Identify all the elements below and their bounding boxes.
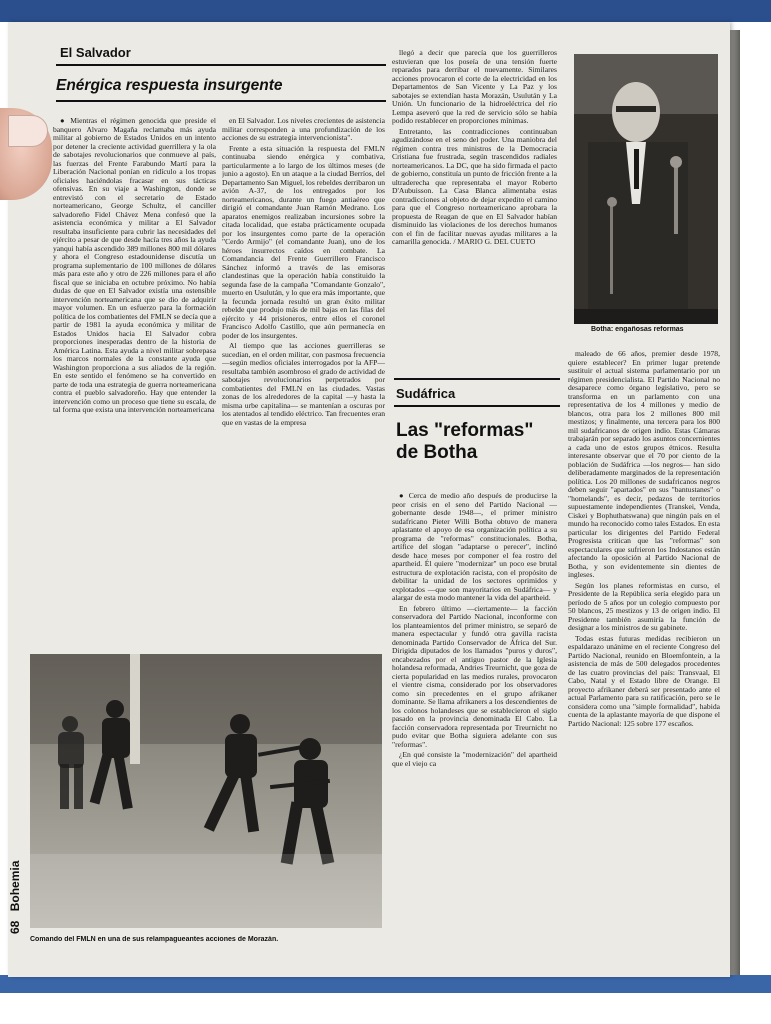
headline-line-2: de Botha — [396, 442, 478, 463]
article-column-5 — [568, 350, 720, 964]
binder-bottom-strip — [0, 975, 771, 993]
magazine-name: Bohemia — [8, 860, 22, 912]
section-rule — [394, 405, 560, 407]
paragraph: Todas estas futuras medidas recibieron un espaldarazo unánime en el reciente Congreso del Partido Nacional, reunido en Bloemfontein, a la asistencia de más de 500 delegados procedentes de las cuatro provincias del país: Transvaal, El Cabo, Natal y el Estado libre de Orange. El proyecto afrikaner deberá ser presentado ante el actual Parlamento para su ratificación, pero se le considera como una "simple formalidad", habida cuenta de la aplastante mayoría de que dispone el Partido Nacional: 125 sobre 177 escaños. — [568, 633, 720, 728]
headline-insurgente: Enérgica respuesta insurgente — [56, 77, 283, 94]
magazine-page — [8, 22, 730, 977]
thumb-nail — [8, 115, 48, 147]
article-column-4 — [392, 492, 557, 964]
paragraph: maleado de 66 años, premier desde 1978, quiere establecer? En primer lugar pretende sustituir el actual sistema parlamentario por un régimen presidencialista. El Partido Nacional no desaparece como órgano legislativo, pero se transforma en un parlamento con una representativa de los 4 millones y medio de blancos, otra para los 2 millones 800 mil mestizos; y finalmente, una tercera para los 800 mil sudafricanos de origen indio. Estas Cámaras trabajarán por separado los asuntos concernientes a cada uno de estos grupos étnicos. Resulta interesante observar que el 70 por ciento de la población de Sudáfrica —los negros— han sido deliberadamente marginados de la representación política. Los 20 millones de sudafricanos negros deben seguir "apartados" en sus "bantustanes" o "homelands", es decir, pedazos de territorios supuestamente independientes (Transkei, Venda, Ciskei y Bophuthatswana) que ningún país en el mundo ha reconocido como tales Estados. En esta particular los dirigentes del Partido Federal Progresista critican que las "reformas" son espectaculares que sufrieron los Indostanos están afectando la oposición al Partido Nacional de Botha, y son evidentemente sin dientes de ingleses. — [568, 350, 720, 579]
headline-line-1: Las "reformas" — [396, 420, 534, 441]
paragraph: Entretanto, las contradicciones continuaban agudizándose en el seno del poder. Una maniobra del régimen contra tres ministros de la Democracia Cristiana fue frustrada, según trascendidos radiales norteamericanos. La DC, que ha sido firmada el pacto de gobierno, constituía un punto de fricción frente a la ultraderecha que representaba el mayor Roberto D'Aubuisson. La Casa Blanca alimentaba estas contradicciones al objeto de dejar expedito el camino para que el Congreso norteamericano aprobara la propuesta de Reagan de que en El Salvador habían disminuido las violaciones de los derechos humanos con el fin de facilitar nuevas ayudas militares a la camarilla genocida. / MARIO G. DEL CUETO — [392, 126, 557, 246]
article-column-2 — [222, 117, 385, 644]
botha-photo — [574, 54, 718, 324]
paragraph: ● Mientras el régimen genocida que preside el banquero Alvaro Magaña reclamaba más ayuda militar al gobierno de Estados Unidos en un intento por detener la creciente actividad guerrillera y la ola de sabotajes revolucionarios que conmueve al país, las fuerzas del Frente Farabundo Martí para la Liberación Nacional ponían en ridículo a los tropas oficiales haciéndolas fracasar en sus tácticas ofensivas. En su viaje a Washington, donde se entrevistó con el secretario de Estado norteamericano, George Schultz, el canciller salvadoreño Fidel Chávez Mena confesó que la asistencia económica y militar a El Salvador resultaba insuficiente para cubrir las necesidades del ejército a pesar de que desde hacía tres años la ayuda yanqui había ascendido 389 millones 800 mil dólares y ahora el Congreso estadounidense discutía un programa suplementario de 100 millones de dólares más para este año y otro de 226 millones para el año fiscal que se iniciaba en octubre próximo. No había dudas de que en El Salvador existía una ostensible intervención norteamericana que se dio de adquirir mayor volumen. En un esfuerzo para la formación política de los combatientes del FMLN se decía que a partir de 1981 la ayuda económica y militar de Estados Unidos hacia El Salvador cobra proporciones inesperadas dentro de la historia de América Latina. Esta ayuda a nivel militar sobrepasa los marcos normales de la constante ayuda que Washington proporciona a sus aliados de la región. En este sentido el fenómeno se ha convertido en parte de toda una estrategia de guerra norteamericana contra el pueblo salvadoreño. Hay que entender la intervención como un proceso que tiene su escala, de tal forma que exista una intervención norteamericana — [53, 117, 216, 414]
page-number: 68 — [8, 920, 22, 934]
guerrilla-photo-illustration — [30, 654, 382, 928]
paragraph: llegó a decir que parecía que los guerrilleros estuvieran que los poseía de una tensión fuerte reparados para derribar el nuevamente. Similares acciones provocaron el corte de la electricidad en los Departamentos de San Vicente y La Paz y los sabotajes se extendían hasta Morazán, Usulután y La Unión. Un funcionario de la hidroeléctrica del río Lempa aseveró que la red de servicio sólo se había podido restablecer en proporciones mínimas. — [392, 49, 557, 125]
section-tag-el-salvador: El Salvador — [60, 45, 131, 60]
section-tag-sudafrica: Sudáfrica — [396, 386, 456, 401]
paragraph: en El Salvador. Los niveles crecientes de asistencia militar corresponden a una profundización de los acciones de su estrategia intervencionista". — [222, 117, 385, 142]
paragraph: Al tiempo que las acciones guerrilleras se sucedían, en el orden militar, con pasmosa frecuencia —según medios oficiales interrogados por la AFP— resultaba también asombroso el grado de actividad de sabotajes revolucionarios perpetrados por combatientes del FMLN en las ciudades. Vastas zonas de los alrededores de la capital —y hasta la misma urbe capitalina— se mantenían a oscuras por los atentados al tendido eléctrico. Tan frecuentes eran que en vastas de la empresa — [222, 341, 385, 427]
binder-top-strip — [0, 0, 771, 22]
section-rule — [394, 378, 560, 380]
paragraph: ¿En qué consiste la "modernización" del apartheid que el viejo ca — [392, 750, 557, 768]
section-rule — [56, 64, 386, 66]
article-column-1 — [53, 117, 216, 644]
botha-photo-caption: Botha: engañosas reformas — [591, 326, 684, 333]
guerrilla-photo-caption: Comando del FMLN en una de sus relampagueantes acciones de Morazán. — [30, 936, 279, 943]
headline-rule — [56, 100, 386, 102]
botha-photo-illustration — [574, 54, 718, 324]
paragraph: Frente a esta situación la respuesta del FMLN continuaba siendo enérgica y combativa, particularmente a lo largo de los últimos meses (de junio a agosto). En un ataque a la ciudad Berríos, del Departamento San Miguel, los rebeldes derribaron un avión A-37, de los entregados por los norteamericanos, durante un fuego antiaéreo que dirigió el comandante Juan Ramón Medrano. Los aparatos enemigos realizaban incursiones sobre la citada localidad, que estaba prácticamente ocupada por los insurgentes como parte de la operación "Cerdo Armijo" (el comandante Juan), uno de los héroes insurrectos caídos en combate. La Comandancia del Frente Guerrillero Francisco Sánchez informó a través de las emisoras clandestinas que la operación había constituido la segunda fase de la campaña "Comandante Gonzalo", muerto en Usulután, y lo que era más importante, que la fecunda jornada resultó un gran éxito militar rebelde que produjo más de mil bajas en las filas del ejército y 44 prisioneros, entre ellos el coronel Francisco Adolfo Castillo, que aún permanecía en poder de los insurgentes. — [222, 143, 385, 340]
page-footer — [8, 861, 22, 934]
article-column-3 — [392, 49, 557, 381]
paragraph: En febrero último —ciertamente— la facción conservadora del Partido Nacional, inconforme con los planteamientos del primer ministro, se separó de manera espectacular y fundó otra gavilla racista denominada Partido Conservador de África del Sur. Dirigida diputados de los llamados "puros y duros", encabezados por el antiguo pastor de la Iglesia holandesa reformada, Andries Treurnicht, que goza de cierta popularidad en las medios rurales, provocaron el vientre cisma, considerado por los observadores como sin precedentes en el grupo afrikaner dominante. Se llama afrikaners a los descendientes de los colonos holandeses que se establecieron el siglo pasado en la provincia denominada El Cabo. La facción conservadora representada por Treurnicht no pudo evitar que Botha siguiera adelante con sus "reformas". — [392, 603, 557, 749]
paragraph: Según los planes reformistas en curso, el Presidente de la República sería elegido para un período de 5 años por un colegio compuesto por 50 blancos, 25 mestizos y 13 de origen indio. El Presidente también asumiría la función de designar a los ministros de su gabinete. — [568, 580, 720, 632]
guerrilla-photo — [30, 654, 382, 928]
headline-reformas — [396, 420, 566, 464]
paragraph: ● Cerca de medio año después de producirse la peor crisis en el seno del Partido Nacional —gobernante desde 1948—, el primer ministro sudafricano Pieter Willi Botha obtuvo de manera aplastante el apoyo de esa organización política a su programa de "reformas" constitucionales. Botha, artífice del slogan "adaptarse o perecer", inclinó desde hace meses por componer el fea rostro del apartheid. Él quiere "modernizar" un poco ese brutal estructura de explotación racista, con el propósito de debilitar la unidad de los sectores oprimidos y explotados —que son mayoritarios en Sudáfrica— y alargar de esta modo mantener la vida del apartheid. — [392, 492, 557, 602]
